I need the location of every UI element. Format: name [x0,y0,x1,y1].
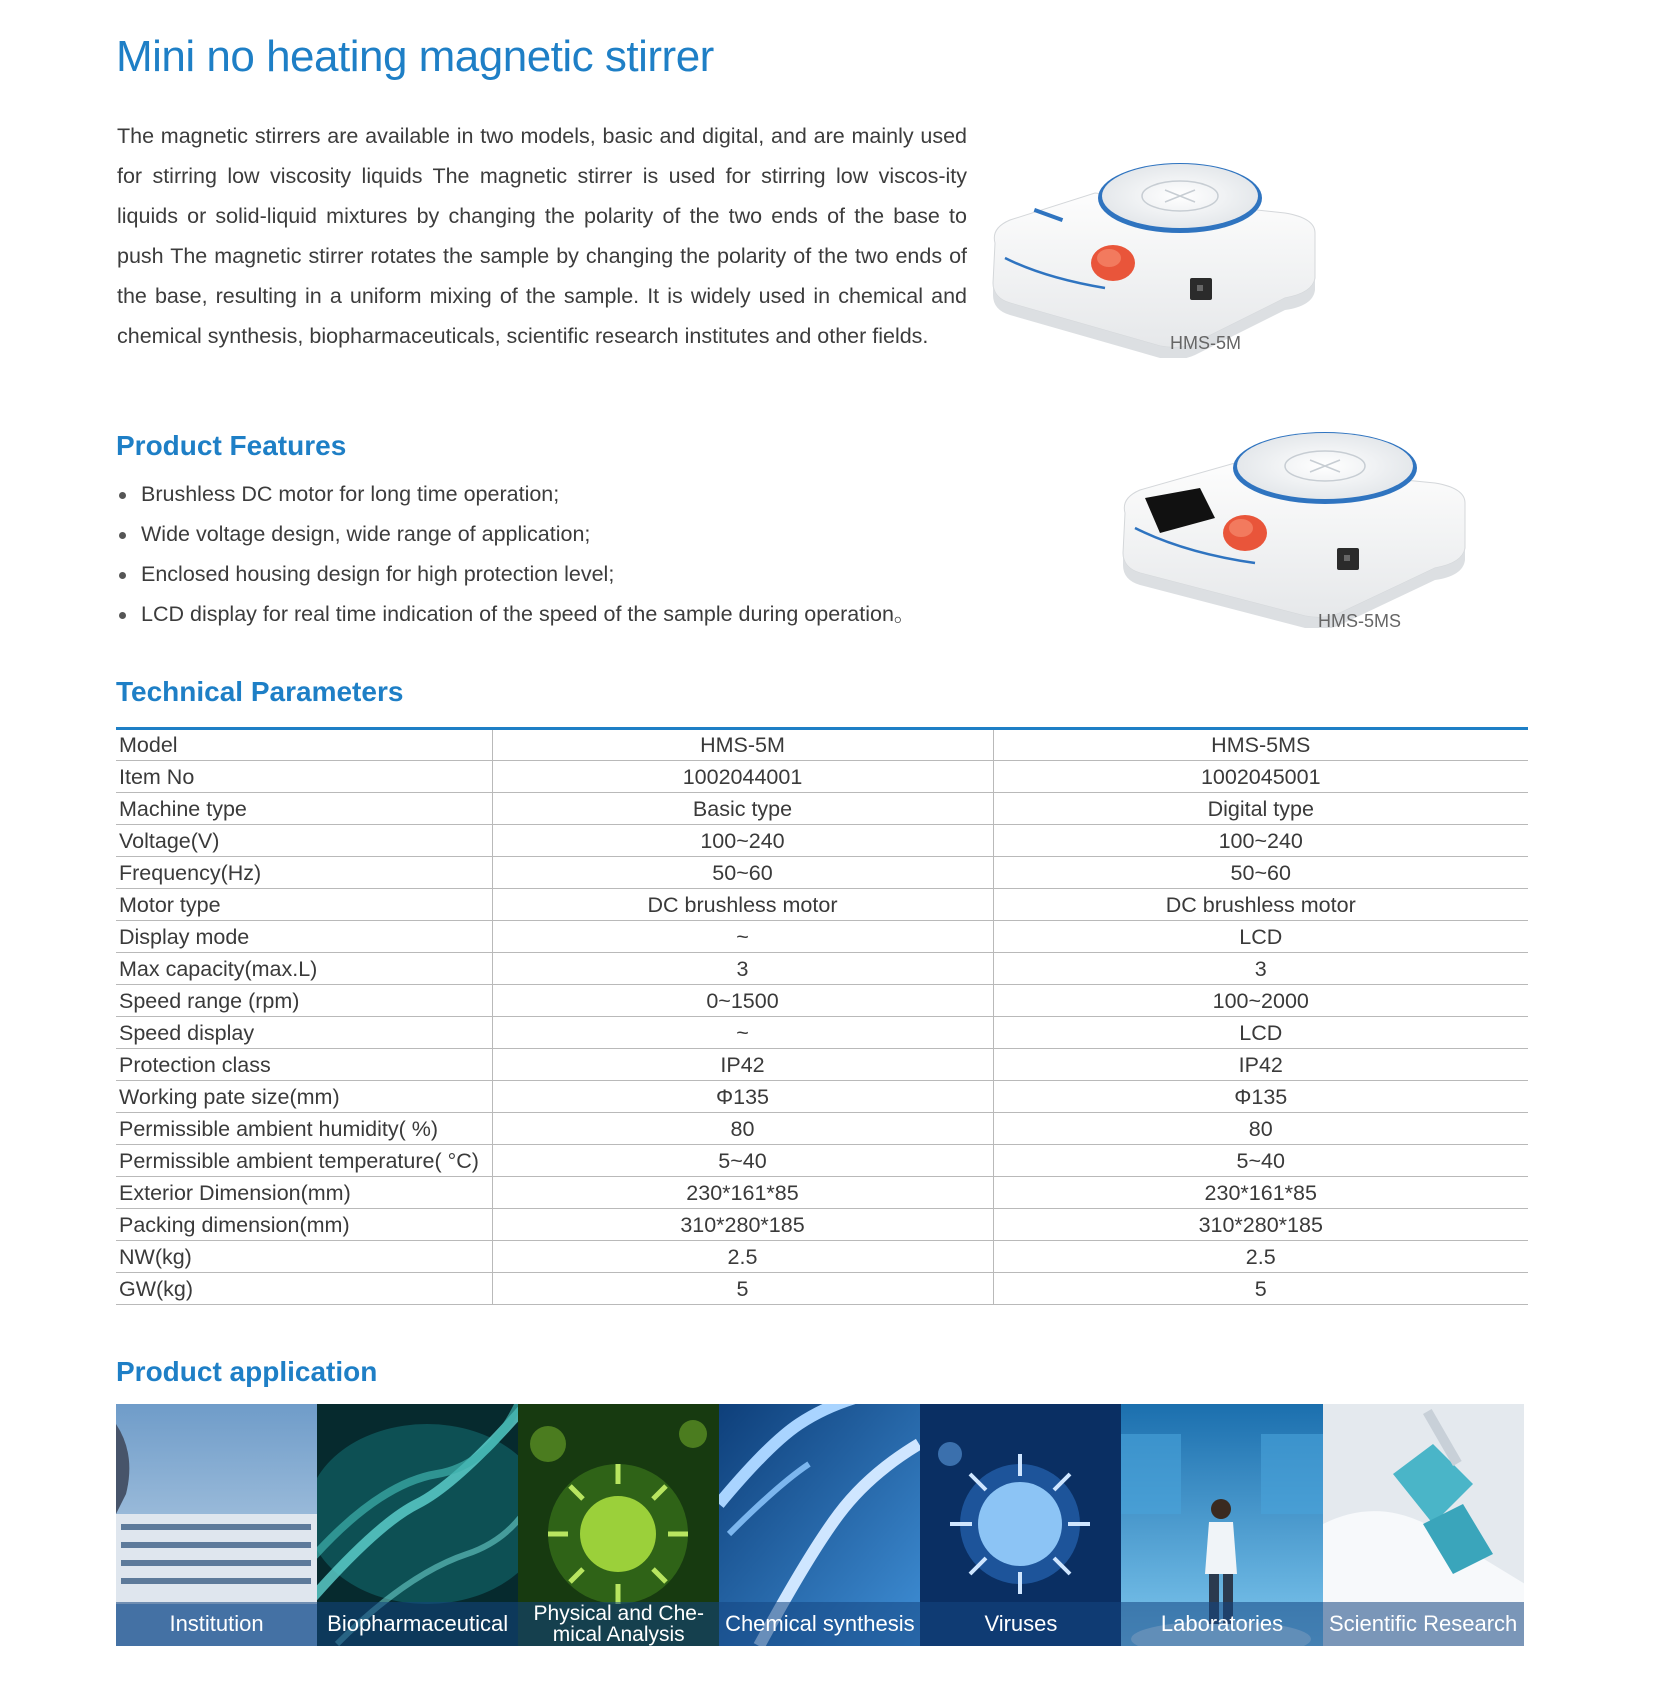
application-tile-chemical-synthesis [719,1404,920,1646]
hms-5m-value: HMS-5M [492,729,993,761]
table-row [116,857,1528,889]
bullet-icon [119,492,126,499]
parameter-name: Permissible ambient humidity( %) [116,1113,492,1145]
application-label: Scientific Research [1323,1602,1524,1646]
parameter-name: Frequency(Hz) [116,857,492,889]
hms-5m-value: 3 [492,953,993,985]
list-item [116,514,976,554]
bullet-icon [119,532,126,539]
table-row [116,953,1528,985]
parameter-name: Speed range (rpm) [116,985,492,1017]
hms-5ms-value: 310*280*185 [993,1209,1528,1241]
parameter-name: Max capacity(max.L) [116,953,492,985]
table-row [116,1081,1528,1113]
bullet-icon [119,612,126,619]
hms-5m-value: 50~60 [492,857,993,889]
hms-5ms-value: LCD [993,1017,1528,1049]
parameter-name: Permissible ambient temperature( °C) [116,1145,492,1177]
bullet-icon [119,572,126,579]
parameter-name: Item No [116,761,492,793]
parameter-name: Display mode [116,921,492,953]
application-tile-physical-chemical-analysis [518,1404,719,1646]
parameter-name: Speed display [116,1017,492,1049]
table-row [116,729,1528,761]
hms-5m-value: Basic type [492,793,993,825]
table-row [116,1241,1528,1273]
table-row [116,1145,1528,1177]
hms-5m-value: 230*161*85 [492,1177,993,1209]
application-label: Viruses [920,1602,1121,1646]
parameter-name: Machine type [116,793,492,825]
feature-text: Brushless DC motor for long time operation; [141,482,560,506]
hms-5ms-value: 230*161*85 [993,1177,1528,1209]
hms-5ms-value: 80 [993,1113,1528,1145]
parameter-name: Working pate size(mm) [116,1081,492,1113]
product-caption-hms-5m: HMS-5M [1170,333,1241,353]
parameter-name: GW(kg) [116,1273,492,1305]
table-row [116,985,1528,1017]
hms-5m-value: DC brushless motor [492,889,993,921]
features-heading: Product Features [116,430,347,461]
list-item [116,594,976,634]
feature-text: LCD display for real time indication of the speed of the sample during operation。 [141,602,916,626]
parameters-table [116,727,1528,1305]
intro-paragraph: The magnetic stirrers are available in two models, basic and digital, and are mainly used for stirring low viscosity liquids The magnetic stirrer is used for stirring low viscos-ity liquids or solid-liquid mixtures by changing the polarity of the two ends of the base to push The magnetic stirrer rotates the sample by changing the polarity of the two ends of the base, resulting in a uniform mixing of the sample. It is widely used in chemical and chemical synthesis, biopharmaceuticals, scientific research institutes and other fields. [117,124,967,348]
hms-5ms-value: 2.5 [993,1241,1528,1273]
application-label: Institution [116,1602,317,1646]
hms-5m-value: 5 [492,1273,993,1305]
parameter-name: NW(kg) [116,1241,492,1273]
hms-5ms-value: Φ135 [993,1081,1528,1113]
application-tile-scientific-research [1323,1404,1524,1646]
list-item [116,554,976,594]
feature-text: Enclosed housing design for high protection level; [141,562,615,586]
product-caption-hms-5ms: HMS-5MS [1318,611,1402,631]
hms-5m-value: ~ [492,921,993,953]
hms-5ms-value: 3 [993,953,1528,985]
application-label: Biopharmaceutical [317,1602,518,1646]
table-row [116,761,1528,793]
hms-5ms-value: IP42 [993,1049,1528,1081]
hms-5ms-value: DC brushless motor [993,889,1528,921]
application-label: Physical and Che-mical Analysis [518,1602,719,1646]
hms-5m-value: IP42 [492,1049,993,1081]
application-tile-laboratories [1121,1404,1322,1646]
application-tile-biopharmaceutical [317,1404,518,1646]
page-title: Mini no heating magnetic stirrer [116,32,714,81]
table-row [116,1049,1528,1081]
params-heading: Technical Parameters [116,676,404,707]
hms-5m-value: 5~40 [492,1145,993,1177]
hms-5m-value: 100~240 [492,825,993,857]
table-row [116,1209,1528,1241]
hms-5ms-value: 1002045001 [993,761,1528,793]
product-image-hms-5ms [1115,428,1485,628]
table-row [116,889,1528,921]
hms-5m-value: 1002044001 [492,761,993,793]
parameter-name: Protection class [116,1049,492,1081]
hms-5ms-value: Digital type [993,793,1528,825]
application-label: Laboratories [1121,1602,1322,1646]
parameter-name: Motor type [116,889,492,921]
hms-5ms-value: 100~240 [993,825,1528,857]
table-row [116,1177,1528,1209]
hms-5m-value: Φ135 [492,1081,993,1113]
application-strip [116,1404,1524,1646]
table-row [116,825,1528,857]
application-heading: Product application [116,1356,378,1387]
hms-5ms-value: LCD [993,921,1528,953]
features-list [116,474,976,634]
parameter-name: Voltage(V) [116,825,492,857]
hms-5ms-value: 50~60 [993,857,1528,889]
application-tile-viruses [920,1404,1121,1646]
table-row [116,921,1528,953]
table-row [116,1017,1528,1049]
table-row [116,1113,1528,1145]
product-image-hms-5m [985,158,1335,358]
hms-5ms-value: 5~40 [993,1145,1528,1177]
hms-5m-value: 0~1500 [492,985,993,1017]
hms-5ms-value: 100~2000 [993,985,1528,1017]
hms-5m-value: 80 [492,1113,993,1145]
application-tile-institution [116,1404,317,1646]
hms-5ms-value: HMS-5MS [993,729,1528,761]
feature-text: Wide voltage design, wide range of application; [141,522,591,546]
parameter-name: Model [116,729,492,761]
hms-5m-value: ~ [492,1017,993,1049]
parameter-name: Exterior Dimension(mm) [116,1177,492,1209]
parameter-name: Packing dimension(mm) [116,1209,492,1241]
hms-5ms-value: 5 [993,1273,1528,1305]
hms-5m-value: 310*280*185 [492,1209,993,1241]
list-item [116,474,976,514]
application-label: Chemical synthesis [719,1602,920,1646]
table-row [116,1273,1528,1305]
hms-5m-value: 2.5 [492,1241,993,1273]
table-row [116,793,1528,825]
